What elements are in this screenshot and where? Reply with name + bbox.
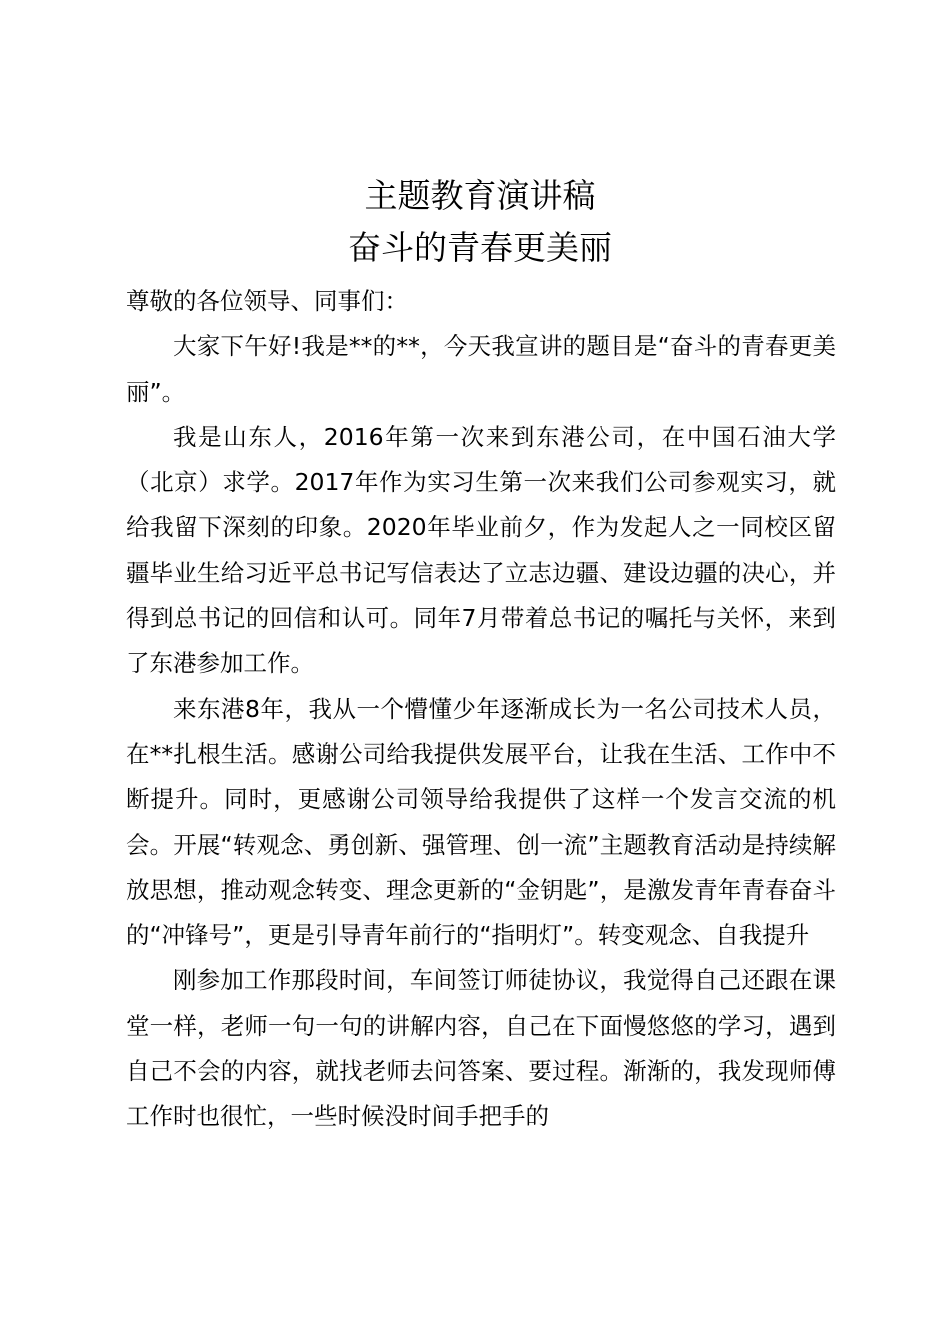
paragraph-early-work: 刚参加工作那段时间，车间签订师徒协议，我觉得自己还跟在课堂一样，老师一句一句的讲解内容，自己在下面慢悠悠的学习，遇到自己不会的内容，就找老师去问答案、要过程。渐渐的，我发现师傅工作时也很忙，一些时候没时间手把手的 [126,966,836,1131]
salutation: 尊敬的各位领导、同事们： [126,287,408,315]
document-body [126,279,836,1140]
paragraph-background: 我是山东人，2016年第一次来到东港公司，在中国石油大学（北京）求学。2017年作为实习生第一次来我们公司参观实习，就给我留下深刻的印象。2020年毕业前夕，作为发起人之一同校区留疆毕业生给习近平总书记写信表达了立志边疆、建设边疆的决心，并得到总书记的回信和认可。同年7月带着总书记的嘱托与关怀，来到了东港参加工作。 [126,422,836,678]
paragraph-growth: 来东港8年，我从一个懵懂少年逐渐成长为一名公司技术人员，在**扎根生活。感谢公司给我提供发展平台，让我在生活、工作中不断提升。同时，更感谢公司领导给我提供了这样一个发言交流的机会。开展“转观念、勇创新、强管理、创一流”主题教育活动是持续解放思想，推动观念转变、理念更新的“金钥匙”，是激发青年青春奋斗的“冲锋号”，更是引导青年前行的“指明灯”。转变观念、自我提升 [126,694,836,950]
document-subtitle: 奋斗的青春更美丽 [348,228,612,267]
paragraph-greeting: 大家下午好!我是**的**，今天我宣讲的题目是“奋斗的青春更美丽”。 [126,332,836,406]
document-title: 主题教育演讲稿 [364,176,596,215]
